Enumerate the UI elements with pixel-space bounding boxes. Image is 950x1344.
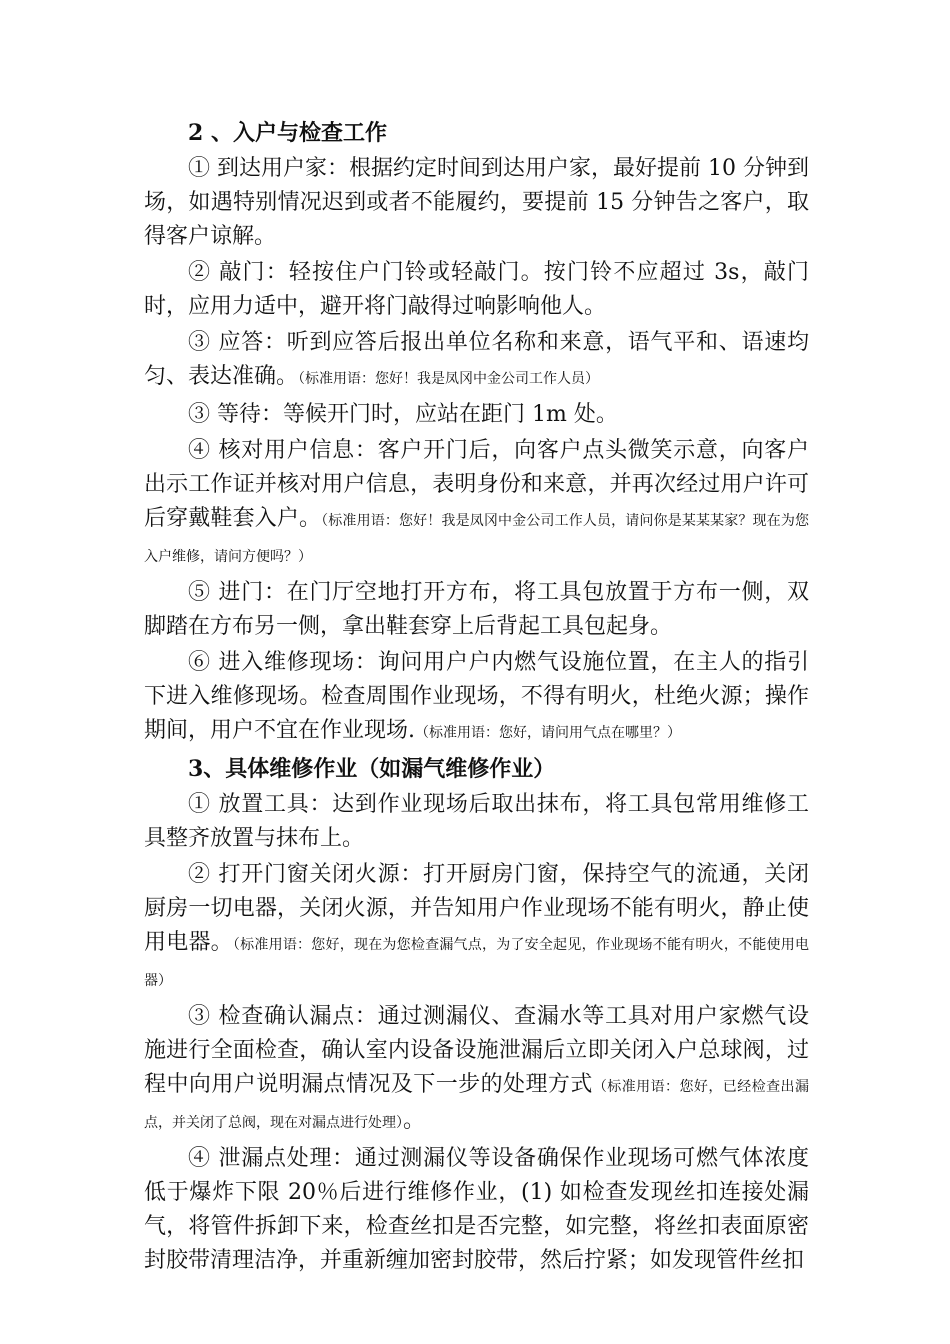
paragraph-text: ④ 核对用户信息：客户开门后，向客户点头微笑示意，向客户出示工作证并核对用户信息，表明身份和来意，并再次经过用户许可后穿戴鞋套入户。 (144, 438, 809, 531)
document-body (144, 116, 809, 1278)
standard-phrase-note: （标准用语：您好，已经检查出漏点，并关闭了总阀，现在对漏点进行处理） (144, 1079, 809, 1131)
paragraph-text: ① 放置工具：达到作业现场后取出抹布，将工具包常用维修工具整齐放置与抹布上。 (144, 792, 809, 851)
paragraph-text: ③ 等待：等候开门时，应站在距门 1m 处。 (188, 402, 618, 427)
paragraph-text: ⑤ 进门：在门厅空地打开方布，将工具包放置于方布一侧，双脚踏在方布另一侧，拿出鞋套穿上后背起工具包起身。 (144, 580, 809, 639)
paragraph-text: ④ 泄漏点处理：通过测漏仪等设备确保作业现场可燃气体浓度低于爆炸下限 20％后进行维修作业，(1) 如检查发现丝扣连接处漏气，将管件拆卸下来，检查丝扣是否完整，如完整，将丝扣表面原密封胶带清理洁净，并重新缠加密封胶带，然后拧紧；如发现管件丝扣 (144, 1146, 809, 1273)
paragraph (144, 788, 809, 856)
paragraph (144, 1000, 809, 1140)
paragraph-text: ⑥ 进入维修现场：询问用户户内燃气设施位置，在主人的指引下进入维修现场。检查周围作业现场，不得有明火，杜绝火源；操作期间，用户不宜在作业现场. (144, 650, 809, 743)
paragraph (144, 576, 809, 644)
paragraph-text: ③ 应答：听到应答后报出单位名称和来意，语气平和、语速均匀、表达准确。 (144, 330, 809, 389)
paragraph (144, 434, 809, 574)
paragraph (144, 256, 809, 324)
paragraph (144, 1142, 809, 1278)
paragraph (144, 398, 809, 432)
paragraph (144, 152, 809, 254)
paragraph-text: ② 敲门：轻按住户门铃或轻敲门。按门铃不应超过 3s，敲门时，应用力适中，避开将门敲得过响影响他人。 (144, 260, 809, 319)
section-3-heading: 3、具体维修作业（如漏气维修作业） (188, 756, 556, 782)
standard-phrase-note: （标准用语：您好，现在为您检查漏气点，为了安全起见，作业现场不能有明火，不能使用电器） (144, 937, 809, 989)
standard-phrase-note: （标准用语：您好！我是凤冈中金公司工作人员，请问你是某某某家？现在为您入户维修，请问方便吗？） (144, 513, 809, 565)
paragraph-tail: 。 (403, 1108, 426, 1133)
standard-phrase-note: （标准用语：您好！我是凤冈中金公司工作人员） (298, 371, 600, 387)
paragraph (144, 858, 809, 998)
paragraph-text: ② 打开门窗关闭火源：打开厨房门窗，保持空气的流通，关闭厨房一切电器，关闭火源，并告知用户作业现场不能有明火，静止使用电器。 (144, 862, 809, 955)
paragraph (144, 646, 809, 750)
standard-phrase-note: （标准用语：您好，请问用气点在哪里？） (415, 725, 681, 741)
paragraph-text: ① 到达用户家：根据约定时间到达用户家，最好提前 10 分钟到场，如遇特别情况迟到或者不能履约，要提前 15 分钟告之客户，取得客户谅解。 (144, 156, 809, 249)
paragraph-text: ③ 检查确认漏点：通过测漏仪、查漏水等工具对用户家燃气设施进行全面检查，确认室内设备设施泄漏后立即关闭入户总球阀，过程中向用户说明漏点情况及下一步的处理方式 (144, 1004, 809, 1097)
paragraph (144, 326, 809, 396)
section-2-heading: 2 、入户与检查工作 (188, 120, 387, 146)
